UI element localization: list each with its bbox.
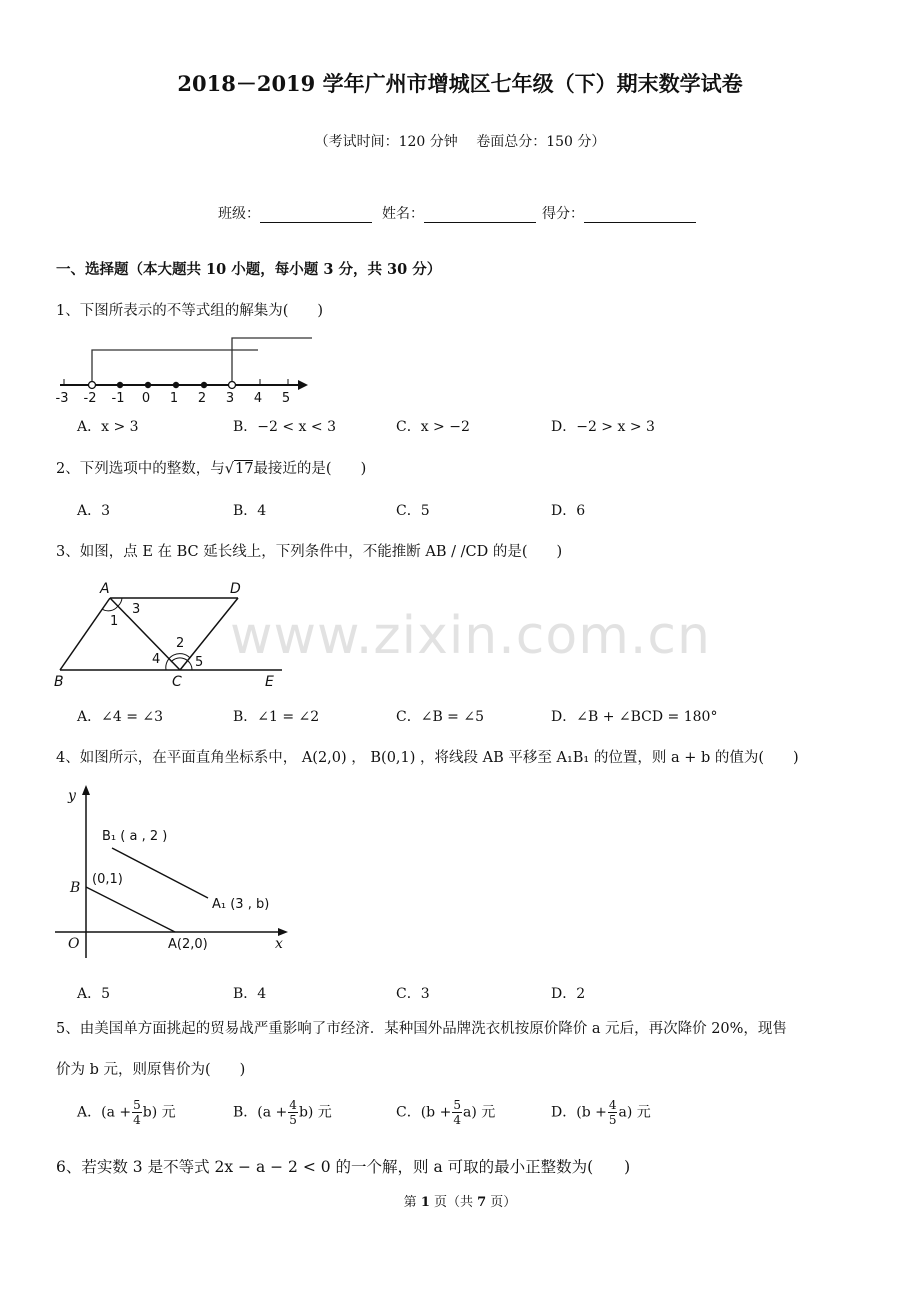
q3-option-c[interactable]: C．∠B = ∠5 bbox=[396, 709, 484, 725]
q2-option-d[interactable]: D．6 bbox=[551, 503, 586, 519]
point-label-e: E bbox=[265, 674, 274, 690]
q4-option-c[interactable]: C．3 bbox=[396, 986, 430, 1002]
denominator: 4 bbox=[133, 1113, 141, 1127]
section-heading: 一、选择题（本大题共 10 小题，每小题 3 分，共 30 分） bbox=[56, 261, 442, 278]
option-text: b) 元 bbox=[298, 1104, 332, 1121]
tick-label: 2 bbox=[197, 391, 207, 406]
q2-stem-part: 最接近的是( ) bbox=[253, 461, 367, 477]
angle-label-3: 3 bbox=[132, 602, 141, 617]
name-label: 姓名： bbox=[382, 206, 424, 222]
score-label: 得分： bbox=[542, 206, 584, 222]
q5-option-c[interactable] bbox=[396, 1098, 495, 1127]
option-letter: D． bbox=[551, 1104, 577, 1121]
question-5-stem-line-2: 价为 b 元，则原售价为( ) bbox=[56, 1062, 246, 1078]
q4-option-d[interactable]: D．2 bbox=[551, 986, 586, 1002]
footer-text: 第 bbox=[403, 1195, 421, 1210]
point-label-b: B bbox=[54, 674, 64, 690]
option-text: b) 元 bbox=[142, 1104, 176, 1121]
point-label-d: D bbox=[230, 581, 241, 597]
question-1-stem: 1、下图所表示的不等式组的解集为( ) bbox=[56, 303, 324, 319]
angle-label-2: 2 bbox=[176, 636, 185, 651]
page-number: 1 bbox=[420, 1195, 430, 1210]
tick-label: -2 bbox=[83, 391, 97, 406]
q5-option-a[interactable] bbox=[77, 1098, 176, 1127]
fraction bbox=[288, 1098, 298, 1127]
option-text: (b + bbox=[576, 1104, 607, 1121]
option-text: (a + bbox=[257, 1104, 288, 1121]
option-letter: C． bbox=[396, 1104, 421, 1121]
axis-label-x: x bbox=[275, 936, 283, 952]
point-label-a1: A₁ (3 , b) bbox=[212, 897, 270, 912]
point-label-a: A(2,0) bbox=[168, 937, 208, 952]
name-blank[interactable] bbox=[424, 208, 536, 223]
sqrt-radicand: 17 bbox=[234, 461, 254, 477]
class-label: 班级： bbox=[218, 206, 260, 222]
tick-label: 1 bbox=[169, 391, 179, 406]
denominator: 5 bbox=[289, 1113, 297, 1127]
option-text: (a + bbox=[101, 1104, 132, 1121]
origin-label: O bbox=[68, 936, 80, 952]
class-blank[interactable] bbox=[260, 208, 372, 223]
q2-option-c[interactable]: C．5 bbox=[396, 503, 430, 519]
score-blank[interactable] bbox=[584, 208, 696, 223]
tick-label: 3 bbox=[225, 391, 235, 406]
question-6-stem: 6、若实数 3 是不等式 2x − a − 2 < 0 的一个解，则 a 可取的最小正整数为( ) bbox=[56, 1158, 631, 1176]
sqrt-sign: √ bbox=[224, 461, 234, 477]
page-title: 2018－2019 学年广州市增城区七年级（下）期末数学试卷 bbox=[177, 71, 743, 96]
numerator: 4 bbox=[289, 1098, 297, 1112]
angle-label-5: 5 bbox=[195, 655, 204, 670]
q2-option-b[interactable]: B．4 bbox=[233, 503, 267, 519]
tick-label: -1 bbox=[111, 391, 125, 406]
numerator: 5 bbox=[133, 1098, 141, 1112]
option-text: a) 元 bbox=[618, 1104, 651, 1121]
q1-option-b[interactable]: B．−2 < x < 3 bbox=[233, 419, 336, 435]
class-field[interactable] bbox=[218, 203, 372, 223]
point-label-c: C bbox=[172, 674, 182, 690]
q3-option-d[interactable]: D．∠B + ∠BCD = 180° bbox=[551, 709, 718, 725]
coordinate-figure bbox=[50, 780, 300, 965]
axis-label-y: y bbox=[68, 788, 76, 804]
q5-option-d[interactable] bbox=[551, 1098, 651, 1127]
q4-option-a[interactable]: A．5 bbox=[77, 986, 111, 1002]
footer-text: 页） bbox=[486, 1195, 517, 1210]
point-label-a: A bbox=[100, 581, 110, 597]
q3-option-a[interactable]: A．∠4 = ∠3 bbox=[77, 709, 164, 725]
point-label-b: B bbox=[70, 880, 81, 896]
tick-label: 4 bbox=[253, 391, 263, 406]
q3-option-b[interactable]: B．∠1 = ∠2 bbox=[233, 709, 320, 725]
b-coordinate-label: (0,1) bbox=[92, 872, 123, 887]
denominator: 5 bbox=[608, 1113, 617, 1127]
numerator: 4 bbox=[608, 1098, 617, 1112]
q5-option-b[interactable] bbox=[233, 1098, 332, 1127]
q4-option-b[interactable]: B．4 bbox=[233, 986, 267, 1002]
question-4-stem: 4、如图所示，在平面直角坐标系中， A(2,0) ， B(0,1) ，将线段 AB 平移至 A₁B₁ 的位置，则 a + b 的值为( ) bbox=[56, 750, 799, 766]
name-field[interactable] bbox=[382, 203, 536, 223]
score-field[interactable] bbox=[542, 203, 696, 223]
tick-label: 0 bbox=[141, 391, 151, 406]
q2-stem-part: 2、下列选项中的整数，与 bbox=[56, 461, 225, 477]
question-5-stem-line-1: 5、由美国单方面挑起的贸易战严重影响了市经济．某种国外品牌洗衣机按原价降价 a 元后，再次降价 20%，现售 bbox=[56, 1021, 787, 1037]
numerator: 5 bbox=[453, 1098, 461, 1112]
denominator: 4 bbox=[453, 1113, 461, 1127]
total-pages: 7 bbox=[477, 1195, 487, 1210]
angle-label-4: 4 bbox=[152, 652, 161, 667]
q2-option-a[interactable]: A．3 bbox=[77, 503, 111, 519]
question-2-stem bbox=[56, 457, 366, 478]
footer-text: 页（共 bbox=[429, 1195, 478, 1210]
number-line-figure bbox=[50, 330, 320, 410]
exam-info: （考试时间：120 分钟 卷面总分：150 分） bbox=[314, 134, 606, 150]
option-text: a) 元 bbox=[462, 1104, 496, 1121]
angle-label-1: 1 bbox=[110, 614, 119, 629]
point-label-b1: B₁ ( a , 2 ) bbox=[102, 829, 168, 844]
q1-option-d[interactable]: D．−2 > x > 3 bbox=[551, 419, 655, 435]
tick-label: -3 bbox=[55, 391, 69, 406]
question-3-stem: 3、如图，点 E 在 BC 延长线上，下列条件中，不能推断 AB / /CD 的是( ) bbox=[56, 544, 563, 560]
fraction bbox=[608, 1098, 618, 1127]
q1-option-a[interactable]: A．x > 3 bbox=[77, 419, 139, 435]
page-footer bbox=[0, 1191, 920, 1210]
watermark: www.zixin.com.cn bbox=[230, 606, 711, 666]
option-letter: A． bbox=[77, 1104, 102, 1121]
fraction bbox=[452, 1098, 462, 1127]
option-letter: B． bbox=[233, 1104, 258, 1121]
tick-label: 5 bbox=[281, 391, 291, 406]
option-text: (b + bbox=[420, 1104, 452, 1121]
q1-option-c[interactable]: C．x > −2 bbox=[396, 419, 470, 435]
fraction bbox=[132, 1098, 142, 1127]
